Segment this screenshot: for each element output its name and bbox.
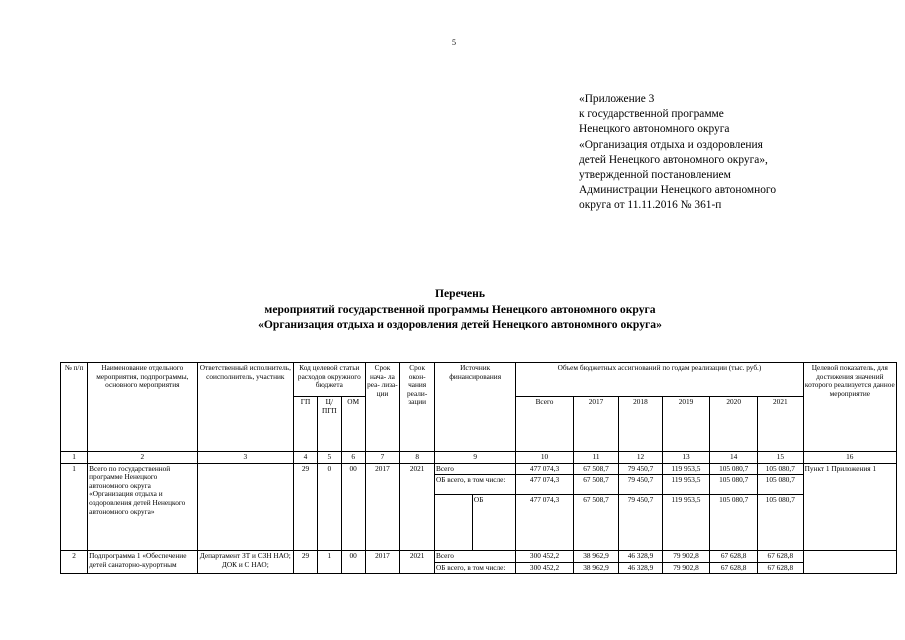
- page-number: 5: [452, 38, 456, 47]
- column-number: 12: [619, 452, 662, 464]
- column-number: 11: [573, 452, 619, 464]
- header-target: Целевой показатель, для достижения значений которого реализуется данное мероприятие: [803, 363, 896, 452]
- row-num: 1: [61, 463, 88, 551]
- row-source: ОБ всего, в том числе:: [434, 475, 515, 495]
- column-number: 10: [516, 452, 573, 464]
- column-number: 16: [803, 452, 896, 464]
- row-year-2018: 79 450,7: [619, 475, 662, 495]
- appendix-line: утвержденной постановлением: [579, 169, 731, 182]
- header-total: Всего: [516, 397, 573, 452]
- row-year-2019: 79 902,8: [662, 562, 710, 574]
- appendix-block: [579, 92, 879, 214]
- row-target: [803, 551, 896, 574]
- column-number: 13: [662, 452, 710, 464]
- row-year-2018: 46 328,9: [619, 551, 662, 563]
- row-source-empty: [434, 495, 472, 551]
- row-name: Подпрограмма 1 «Обеспечение детей санаторно-курортным: [88, 551, 197, 574]
- header-start: Срок нача- ла реа- лиза- ции: [365, 363, 400, 452]
- row-name: Всего по государственной программе Ненецкого автономного округа «Организация отдыха и оздоровления детей Ненецкого автономного округа»: [88, 463, 197, 551]
- header-executor: Ответственный исполнитель, соисполнитель, участник: [197, 363, 293, 452]
- appendix-line: округа от 11.11.2016 № 361-п: [579, 199, 722, 212]
- appendix-line: к государственной программе: [579, 108, 724, 121]
- row-year-2020: 105 080,7: [710, 495, 758, 551]
- row-year-2018: 79 450,7: [619, 495, 662, 551]
- measures-table: [60, 362, 897, 574]
- row-source: ОБ всего, в том числе:: [434, 562, 515, 574]
- appendix-line: Ненецкого автономного округа: [579, 123, 730, 136]
- row-code-gp: 29: [294, 551, 318, 574]
- row-year-2017: 38 962,9: [573, 551, 619, 563]
- row-year-2021: 105 080,7: [758, 463, 804, 475]
- row-num: 2: [61, 551, 88, 574]
- column-number: 14: [710, 452, 758, 464]
- row-year-2018: 46 328,9: [619, 562, 662, 574]
- row-start: 2017: [365, 463, 400, 551]
- row-end: 2021: [400, 551, 435, 574]
- row-year-2021: 67 628,8: [758, 562, 804, 574]
- row-end: 2021: [400, 463, 435, 551]
- row-code-om: 00: [341, 463, 365, 551]
- row-source-sub: ОБ: [472, 495, 515, 551]
- column-number: 2: [88, 452, 197, 464]
- header-code-group: Код целевой статьи расходов окружного бюджета: [294, 363, 366, 397]
- column-number: 6: [341, 452, 365, 464]
- header-year-2019: 2019: [662, 397, 710, 452]
- row-year-2017: 67 508,7: [573, 495, 619, 551]
- header-source: Источник финансирования: [434, 363, 515, 452]
- header-year-2020: 2020: [710, 397, 758, 452]
- column-number: 9: [434, 452, 515, 464]
- row-year-2020: 67 628,8: [710, 562, 758, 574]
- row-year-2017: 67 508,7: [573, 475, 619, 495]
- row-total: 300 452,2: [516, 551, 573, 563]
- row-total: 300 452,2: [516, 562, 573, 574]
- header-code-om: ОМ: [341, 397, 365, 452]
- column-number: 15: [758, 452, 804, 464]
- row-total: 477 074,3: [516, 475, 573, 495]
- row-total: 477 074,3: [516, 463, 573, 475]
- document-heading: [150, 286, 770, 333]
- column-number: 7: [365, 452, 400, 464]
- column-number: 5: [317, 452, 341, 464]
- row-year-2019: 119 953,5: [662, 495, 710, 551]
- header-code-tsp: Ц/ПГП: [317, 397, 341, 452]
- row-executor: Департамент ЗТ и СЗН НАО; ДОК и С НАО;: [197, 551, 293, 574]
- row-year-2020: 67 628,8: [710, 551, 758, 563]
- row-year-2019: 79 902,8: [662, 551, 710, 563]
- table-row: [61, 463, 897, 475]
- heading-line: мероприятий государственной программы Ненецкого автономного округа: [264, 302, 656, 316]
- row-code-tsp: 1: [317, 551, 341, 574]
- row-executor: [197, 463, 293, 551]
- row-total: 477 074,3: [516, 495, 573, 551]
- row-year-2021: 67 628,8: [758, 551, 804, 563]
- row-year-2019: 119 953,5: [662, 475, 710, 495]
- column-number: 3: [197, 452, 293, 464]
- row-code-gp: 29: [294, 463, 318, 551]
- row-year-2020: 105 080,7: [710, 475, 758, 495]
- table-row: [61, 551, 897, 563]
- header-year-2017: 2017: [573, 397, 619, 452]
- column-number: 8: [400, 452, 435, 464]
- heading-title: Перечень: [435, 287, 485, 300]
- row-target: Пункт 1 Приложения 1: [803, 463, 896, 551]
- appendix-line: Администрации Ненецкого автономного: [579, 184, 777, 197]
- row-year-2017: 67 508,7: [573, 463, 619, 475]
- header-year-2018: 2018: [619, 397, 662, 452]
- row-year-2018: 79 450,7: [619, 463, 662, 475]
- row-code-om: 00: [341, 551, 365, 574]
- row-start: 2017: [365, 551, 400, 574]
- header-volume-group: Объем бюджетных ассигнований по годам реализации (тыс. руб.): [516, 363, 803, 397]
- heading-line: «Организация отдыха и оздоровления детей Ненецкого автономного округа»: [258, 318, 662, 331]
- appendix-line: «Приложение 3: [579, 93, 655, 105]
- header-code-gp: ГП: [294, 397, 318, 452]
- row-year-2021: 105 080,7: [758, 475, 804, 495]
- row-year-2019: 119 953,5: [662, 463, 710, 475]
- appendix-line: «Организация отдыха и оздоровления: [579, 138, 763, 151]
- column-number: 1: [61, 452, 88, 464]
- column-number: 4: [294, 452, 318, 464]
- appendix-line: детей Ненецкого автономного округа»,: [579, 153, 768, 166]
- header-year-2021: 2021: [758, 397, 804, 452]
- header-name: Наименование отдельного мероприятия, подпрограммы, основного мероприятия: [88, 363, 197, 452]
- row-year-2020: 105 080,7: [710, 463, 758, 475]
- row-code-tsp: 0: [317, 463, 341, 551]
- row-source: Всего: [434, 463, 515, 475]
- header-end: Срок окон- чания реали- зации: [400, 363, 435, 452]
- header-num: № п/п: [61, 363, 88, 452]
- row-source: Всего: [434, 551, 515, 563]
- row-year-2017: 38 962,9: [573, 562, 619, 574]
- row-year-2021: 105 080,7: [758, 495, 804, 551]
